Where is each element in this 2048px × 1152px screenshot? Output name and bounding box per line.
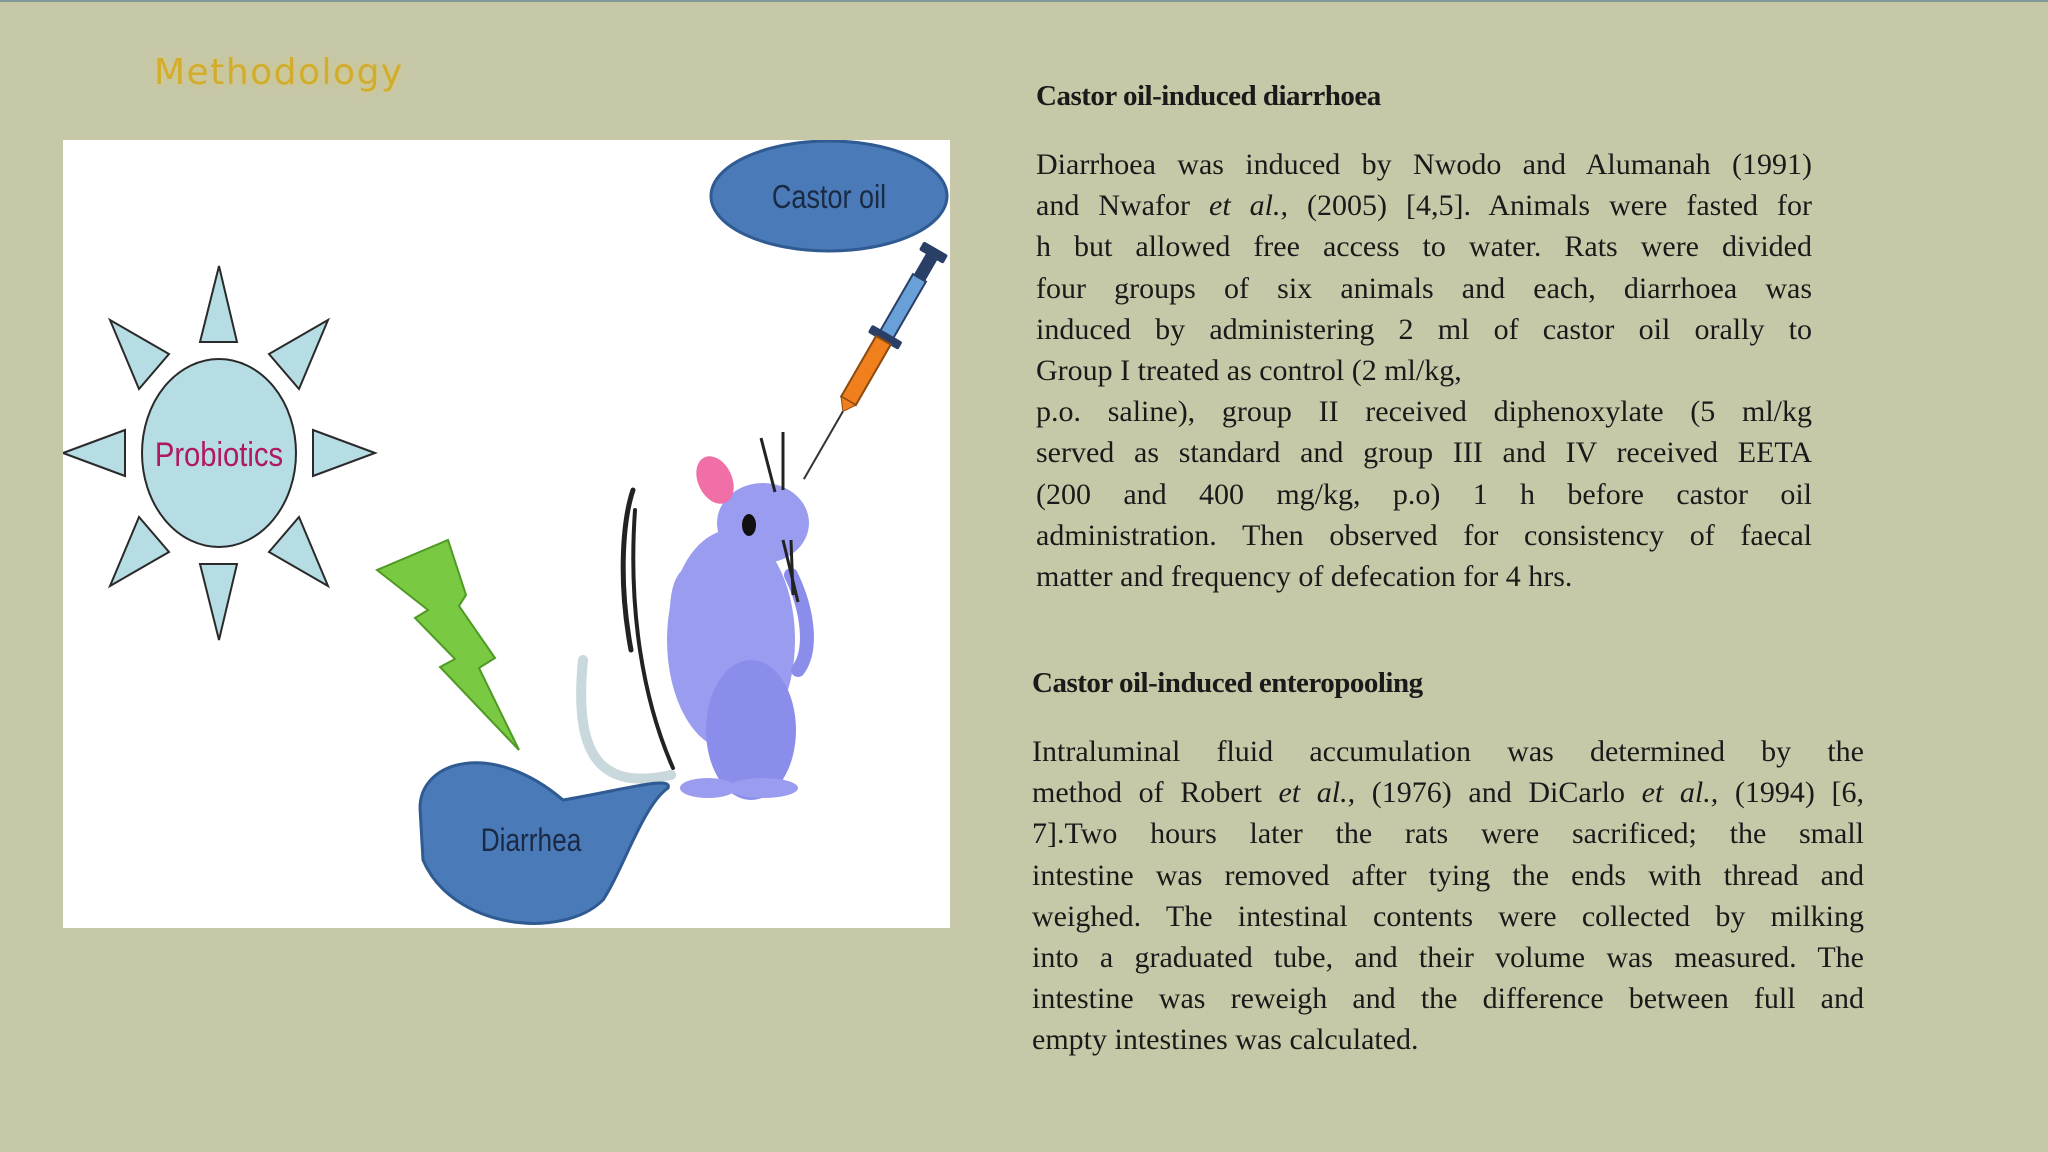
body-line [1032, 772, 1864, 813]
body-text: and Nwafor [1036, 189, 1190, 223]
body-line: h but allowed free access to water. Rats were divided [1036, 230, 1812, 264]
body-text-italic: et al., [1209, 189, 1289, 223]
body-line: intestine was reweigh and the difference between full and [1032, 982, 1864, 1016]
section-heading: Castor oil-induced diarrhoea [1036, 80, 1381, 112]
body-line: weighed. The intestinal contents were collected by milking [1032, 899, 1864, 933]
body-line: induced by administering 2 ml of castor oil orally to [1036, 312, 1812, 346]
body-text: (2005) [4,5]. Animals were fasted for [1307, 189, 1813, 223]
body-line: Group I treated as control (2 ml/kg, [1036, 354, 1462, 388]
body-line: empty intestines was calculated. [1032, 1023, 1419, 1057]
section-heading: Castor oil-induced enteropooling [1032, 667, 1423, 699]
body-line: four groups of six animals and each, diarrhoea was [1036, 271, 1812, 305]
top-rule [0, 0, 2048, 2]
diarrhea-label: Diarrhea [480, 823, 582, 859]
body-text-italic: et al., [1278, 776, 1356, 810]
body-line [1036, 185, 1812, 226]
body-line: 7].Two hours later the rats were sacrificed; the small [1032, 817, 1864, 851]
diarrhea-bubble [420, 763, 668, 924]
section-body [1032, 731, 1864, 1061]
body-line: p.o. saline), group II received diphenoxylate (5 ml/kg [1036, 395, 1812, 429]
section-body [1036, 144, 1812, 597]
body-text: (1994) [6, [1734, 776, 1865, 810]
probiotics-label: Probiotics [154, 434, 284, 474]
body-line: Diarrhoea was induced by Nwodo and Alumanah (1991) [1036, 148, 1812, 181]
body-text-italic: et al., [1641, 776, 1719, 810]
castor-oil-enteropooling-section [1032, 667, 1864, 1061]
body-line: (200 and 400 mg/kg, p.o) 1 h before castor oil [1036, 477, 1812, 511]
slide-title: Methodology [154, 52, 404, 93]
body-line: matter and frequency of defecation for 4 hrs. [1036, 560, 1573, 594]
body-line: served as standard and group III and IV received EETA [1036, 436, 1812, 470]
castor-oil-diarrhoea-section [1036, 80, 1812, 597]
body-line: intestine was removed after tying the ends with thread and [1032, 858, 1864, 892]
body-text: (1976) and DiCarlo [1371, 776, 1626, 810]
body-line: Intraluminal fluid accumulation was determined by the [1032, 735, 1864, 768]
methodology-figure [63, 140, 950, 928]
body-line: into a graduated tube, and their volume was measured. The [1032, 941, 1864, 975]
body-text: method of Robert [1032, 776, 1262, 810]
rat-icon [581, 432, 809, 800]
castor-oil-label: Castor oil [771, 179, 887, 216]
castor-oil-bubble [711, 141, 947, 251]
lightning-bolt-icon [377, 540, 519, 750]
figure-illustration [63, 140, 950, 928]
syringe-icon [788, 240, 950, 488]
body-line: administration. Then observed for consistency of faecal [1036, 518, 1812, 552]
